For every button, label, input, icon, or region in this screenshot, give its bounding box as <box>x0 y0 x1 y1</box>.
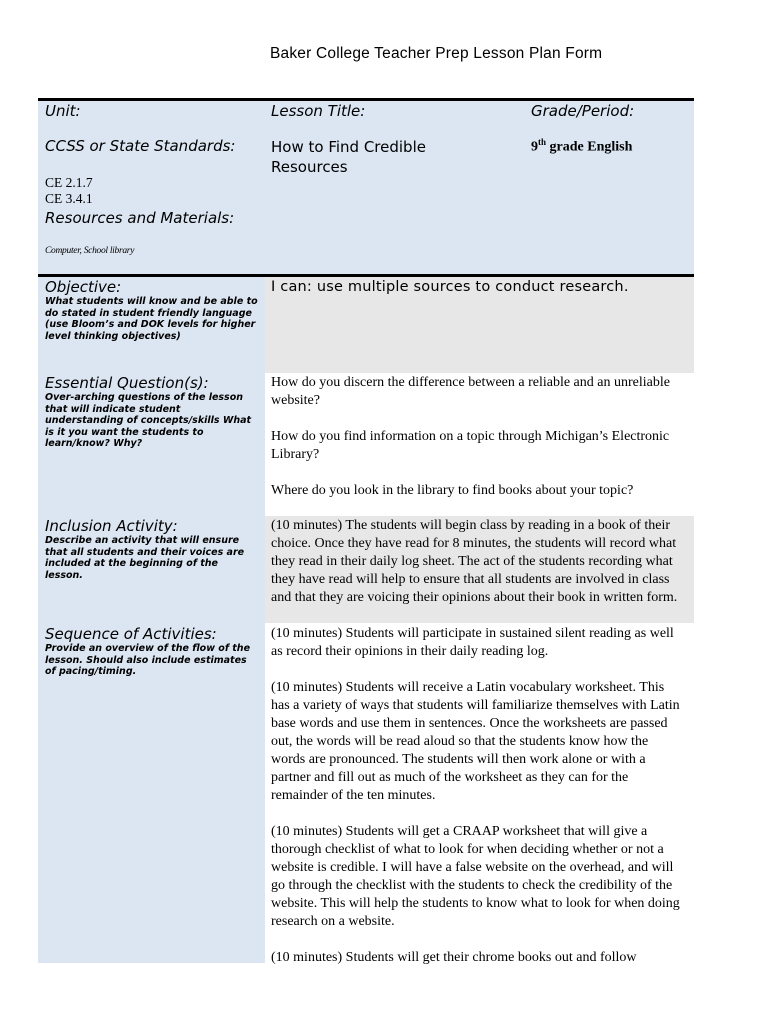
essential-label: Essential Question(s): <box>45 374 209 392</box>
sequence-label: Sequence of Activities: <box>45 625 217 643</box>
unit-label: Unit: <box>45 102 81 120</box>
essential-question-item: How do you discern the difference between a reliable and an unreliable website? <box>271 375 670 408</box>
activity-item: (10 minutes) Students will get a CRAAP worksheet that will give a thorough checklist of what to look for when deciding whether or not a website is credible. I will have a false website on the overhead, and will go through the checklist with the students to check the credibility of the website. This will help the students to know what to look for when doing research on a website. <box>271 824 680 929</box>
standards-list <box>45 175 93 207</box>
grade-suffix: th <box>538 137 547 147</box>
activity-item: (10 minutes) Students will receive a Latin vocabulary worksheet. This has a variety of ways that students will familiarize themselves with Latin base words and use them in sentences. Once the worksheets are passed out, the words will be read aloud so that the students know how the words are pronounced. The students will then work alone or with a partner and fill out as much of the worksheet as they can for the remainder of the ten minutes. <box>271 680 680 803</box>
standard-item: CE 2.1.7 <box>45 175 93 190</box>
sequence-description: Provide an overview of the flow of the lesson. Should also include estimates of pacing/timing. <box>45 643 251 677</box>
lesson-title-value: How to Find Credible Resources <box>271 138 426 176</box>
activity-item: (10 minutes) Students will get their chrome books out and follow <box>271 950 637 965</box>
grade-label: Grade/Period: <box>531 102 635 120</box>
standard-item: CE 3.4.1 <box>45 191 93 206</box>
objective-value: I can: use multiple sources to conduct research. <box>271 279 629 295</box>
grade-value <box>531 137 632 156</box>
objective-label: Objective: <box>45 278 122 296</box>
essential-question-item: How do you find information on a topic through Michigan’s Electronic Library? <box>271 429 670 462</box>
sequence-activities-list <box>271 625 681 965</box>
essential-question-item: Where do you look in the library to find books about your topic? <box>271 483 634 498</box>
grade-number: 9 <box>531 139 538 155</box>
essential-description: Over-arching questions of the lesson that will indicate student understanding of concepts/skills What is it you want the students to learn/know? Why? <box>45 392 252 449</box>
essential-questions-list <box>271 374 676 518</box>
objective-description: What students will know and be able to do stated in student friendly language (use Bloom’s and DOK levels for higher level thinking objectives) <box>45 296 258 342</box>
inclusion-label: Inclusion Activity: <box>45 517 178 535</box>
activity-item: (10 minutes) Students will participate in sustained silent reading as well as record their opinions in their daily reading log. <box>271 626 674 659</box>
ccss-label: CCSS or State Standards: <box>45 137 236 155</box>
resources-label: Resources and Materials: <box>45 209 235 227</box>
lesson-title-label: Lesson Title: <box>271 102 366 120</box>
grade-rest: grade English <box>546 139 633 155</box>
document-title: Baker College Teacher Prep Lesson Plan Form <box>270 45 603 62</box>
header-row <box>38 101 694 274</box>
resources-value: Computer, School library <box>45 246 135 256</box>
inclusion-value: (10 minutes) The students will begin class by reading in a book of their choice. Once they have read for 8 minutes, the students will record what they read in their daily log sheet. The act of the students recording what they have read will help to ensure that all students are involved in class and that they are voicing their opinions about their book in written form. <box>271 518 678 605</box>
inclusion-description: Describe an activity that will ensure that all students and their voices are included at the beginning of the lesson. <box>45 535 245 581</box>
